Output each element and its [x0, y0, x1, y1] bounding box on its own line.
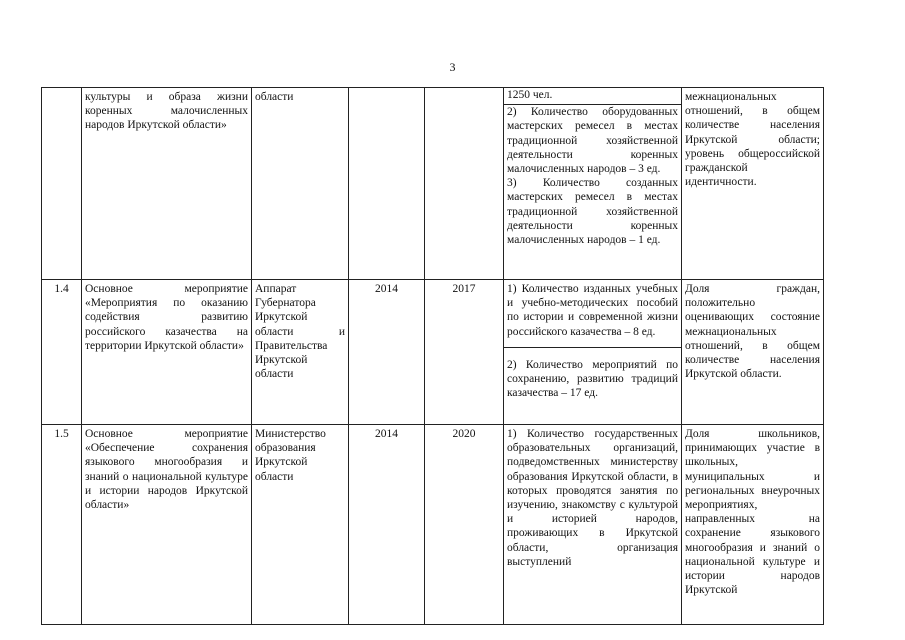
- indicator: 1) Количество изданных учебных и учебно-методических пособий по истории и современной жизни российского казачества – 8 ед.: [507, 283, 678, 338]
- row-number: 1.4: [42, 280, 82, 425]
- expected-result: межнациональных отношений, в общем количестве населения Иркутской области; уровень общероссийской гражданской идентичности.: [682, 88, 824, 280]
- measure-name: культуры и образа жизни коренных малочисленных народов Иркутской области»: [82, 88, 252, 280]
- program-table: [41, 87, 824, 625]
- indicator: 1250 чел.: [507, 89, 553, 101]
- measure-name: Основное мероприятие «Обеспечение сохранения языкового многообразия и знаний о национальной культуре и истории народов Иркутской области»: [82, 425, 252, 625]
- table-row: [42, 425, 824, 625]
- table-row: [42, 280, 824, 425]
- indicator: 2) Количество мероприятий по сохранению, развитию традиций казачества – 17 ед.: [504, 347, 681, 401]
- table-row: [42, 88, 824, 280]
- page-number: 3: [449, 60, 456, 74]
- start-year: [349, 88, 425, 280]
- executor: Министерство образования Иркутской области: [252, 425, 349, 625]
- executor: области: [252, 88, 349, 280]
- expected-result: Доля граждан, положительно оценивающих состояние межнациональных отношений, в общем количестве населения Иркутской области.: [682, 280, 824, 425]
- start-year: 2014: [349, 425, 425, 625]
- indicator: 1) Количество государственных образовательных организаций, подведомственных министерству образования Иркутской области, в которых проводятся занятия по изучению, знакомству с культурой и историей народов, проживающих в Иркутской области, организация выступлений: [504, 425, 682, 625]
- end-year: 2020: [425, 425, 504, 625]
- end-year: [425, 88, 504, 280]
- row-number: 1.5: [42, 425, 82, 625]
- row-number: [42, 88, 82, 280]
- indicator: 2) Количество оборудованных мастерских ремесел в местах традиционной хозяйственной деятельности коренных малочисленных народов – 3 ед. 3) Количество созданных мастерских ремесел в местах традиционной хозяйственной деятельности коренных малочисленных народов – 1 ед.: [504, 104, 681, 247]
- executor: Аппарат Губернатора Иркутской области и Правительства Иркутской области: [252, 280, 349, 425]
- start-year: 2014: [349, 280, 425, 425]
- end-year: 2017: [425, 280, 504, 425]
- measure-name: Основное мероприятие «Мероприятия по оказанию содействия развитию российского казачества на территории Иркутской области»: [82, 280, 252, 425]
- expected-result: Доля школьников, принимающих участие в школьных, муниципальных и региональных внеурочных мероприятиях, направленных на сохранение языкового многообразия и знаний о национальной культуре и истории народов Иркутской: [682, 425, 824, 625]
